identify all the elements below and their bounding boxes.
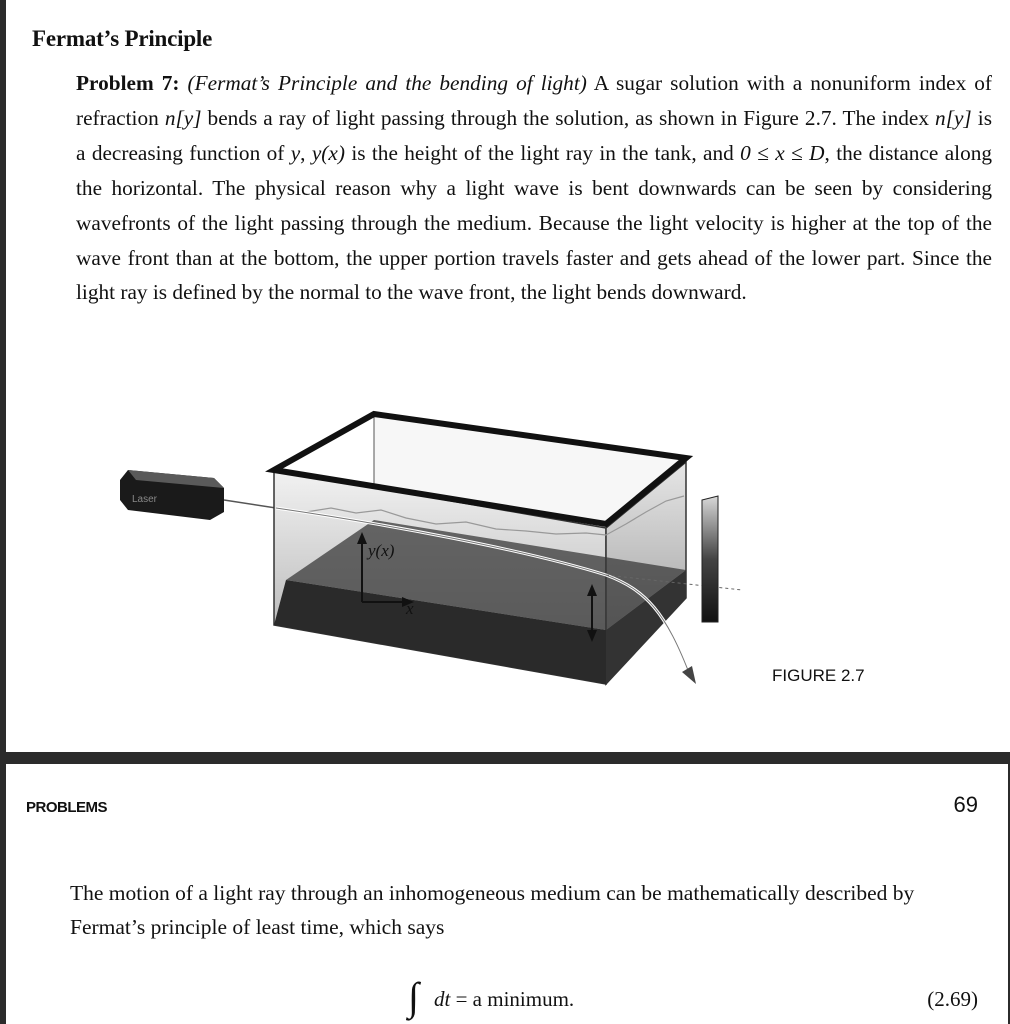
page-number: 69 — [953, 792, 978, 817]
section-title: Fermat’s Principle — [32, 26, 213, 51]
ray-arrow-icon — [682, 666, 696, 684]
problem-comma: , — [300, 140, 312, 165]
equation-body — [434, 987, 574, 1012]
math-y-of-x: y(x) — [311, 140, 345, 165]
problem-text-5: , the distance along the horizontal. The physical reason why a light wave is bent downwards can be seen by considering wavefronts of the light passing through the medium. Because the light velocity is higher at the top of the wave front than at the bottom, the upper portion travels faster and gets ahead of the lower part. Since the light ray is defined by the normal to the wave front, the light bends downward. — [76, 140, 993, 305]
laser-icon — [120, 470, 224, 520]
tank-icon — [274, 414, 686, 684]
beam-in — [224, 500, 276, 508]
problem-text-2: bends a ray of light passing through the solution, as shown in Figure 2.7. The index — [201, 105, 936, 130]
equation-number: (2.69) — [927, 987, 978, 1011]
problem-label: Problem 7: — [76, 71, 180, 95]
body-paragraph: The motion of a light ray through an inhomogeneous medium can be mathematically described by Fermat’s principle of least time, which says — [70, 881, 915, 939]
screen-icon — [702, 496, 718, 622]
page-top — [6, 0, 1010, 752]
integral-symbol: ∫ — [408, 974, 419, 1019]
tank-figure — [106, 400, 786, 700]
laser-label: Laser — [132, 494, 158, 505]
running-head: PROBLEMS — [26, 799, 108, 816]
math-n-y: n[y] — [935, 105, 972, 130]
label-x: x — [406, 599, 414, 618]
label-y-of-x: y(x) — [368, 541, 395, 560]
math-y: y — [290, 140, 301, 165]
figure-caption: FIGURE 2.7 — [772, 666, 865, 685]
equation-dt: dt — [434, 987, 451, 1011]
equation-rest: = a minimum. — [450, 987, 575, 1011]
page-bottom — [6, 764, 1008, 1024]
problem-text-4: is the height of the light ray in the tank, and — [344, 140, 741, 165]
problem-paragraph — [76, 66, 992, 310]
problem-text-3: is a decreasing function of — [76, 105, 992, 165]
math-range: 0 ≤ x ≤ D — [740, 140, 825, 165]
page-separator — [0, 752, 1010, 764]
problem-text-1: A sugar solution with a nonuniform index of refraction — [76, 71, 993, 130]
problem-subtitle: (Fermat’s Principle and the bending of light) — [187, 71, 587, 95]
equation — [6, 974, 1008, 1024]
math-n-y: n[y] — [164, 105, 202, 130]
